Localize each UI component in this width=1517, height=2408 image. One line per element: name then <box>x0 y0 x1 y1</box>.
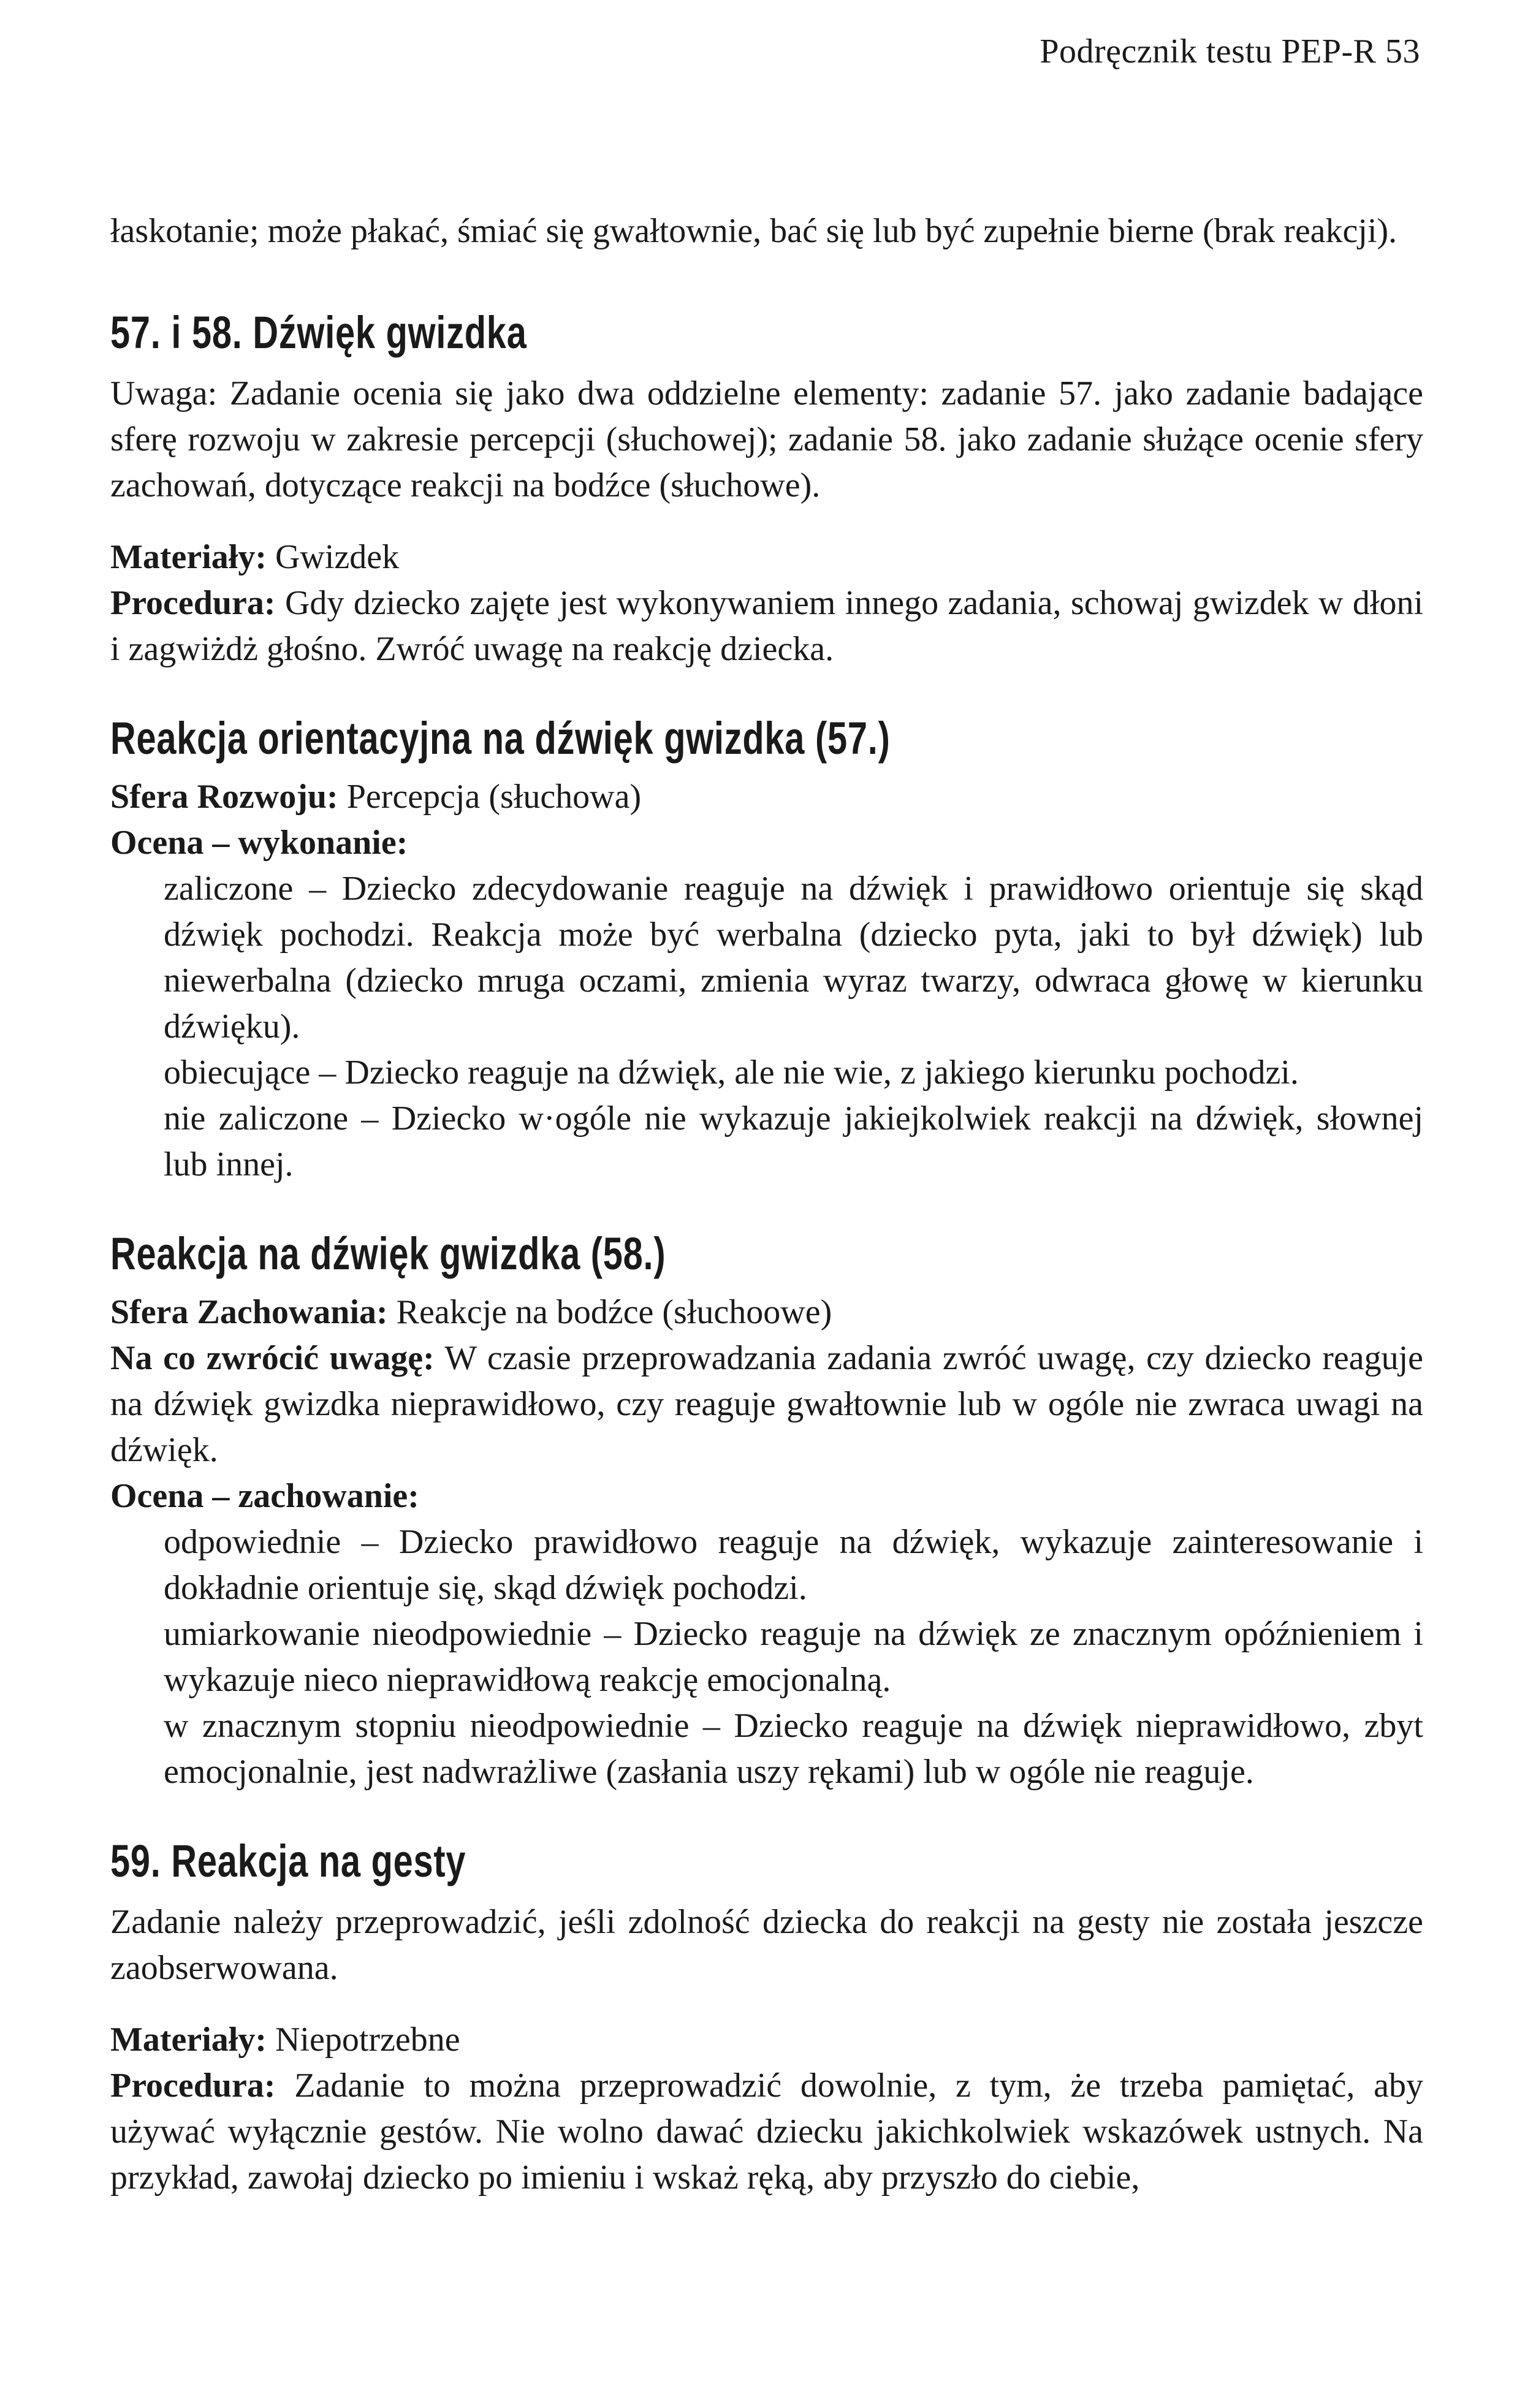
procedure-text: Zadanie to można przeprowadzić dowolnie, z tym, że trzeba pamiętać, aby używać wyłącznie gestów. Nie wolno dawać dziecku jakichkolwiek wskazówek ustnych. Na przykład, zawołaj dziecko po imieniu i wskaż ręką, aby przyszło do ciebie, <box>110 2067 1423 2197</box>
procedure-57-58 <box>110 580 1423 672</box>
heading-57: Reakcja orientacyjna na dźwięk gwizdka (57.) <box>110 713 891 764</box>
procedure-label: Procedura: <box>110 2067 276 2105</box>
materials-57-58 <box>110 534 1423 580</box>
heading-58: Reakcja na dźwięk gwizdka (58.) <box>110 1228 666 1279</box>
page-content <box>110 208 1423 2201</box>
list-item: obiecujące – Dziecko reaguje na dźwięk, ale nie wie, z jakiego kierunku pochodzi. <box>164 1054 1299 1092</box>
sphere-57 <box>110 774 1423 820</box>
attention-text: W czasie przeprowadzania zadania zwróć uwagę, czy dziecko reaguje na dźwięk gwizdka nieprawidłowo, czy reaguje gwałtownie lub w ogóle nie zwraca uwagi na dźwięk. <box>110 1339 1424 1469</box>
list-item: zaliczone – Dziecko zdecydowanie reaguje na dźwięk i prawidłowo orientuje się skąd dźwięk pochodzi. Reakcja może być werbalna (dziecko pyta, jaki to był dźwięk) lub niewerbalna (dziecko mruga oczami, zmienia wyraz twarzy, odwraca głowę w kierunku dźwięku). <box>164 870 1423 1046</box>
procedure-label: Procedura: <box>110 584 276 622</box>
materials-label: Materiały: <box>110 2021 267 2059</box>
sphere-label: Sfera Rozwoju: <box>110 778 338 816</box>
sphere-58 <box>110 1289 1423 1335</box>
materials-text: Gwizdek <box>266 538 400 576</box>
list-item: w znacznym stopniu nieodpowiednie – Dziecko reaguje na dźwięk nieprawidłowo, zbyt emocjonalnie, jest nadwrażliwe (zasłania uszy rękami) lub w ogóle nie reaguje. <box>164 1707 1423 1791</box>
materials-text: Niepotrzebne <box>266 2021 460 2059</box>
attention-58 <box>110 1335 1423 1473</box>
materials-59 <box>110 2017 1423 2063</box>
attention-label: Na co zwrócić uwagę: <box>110 1339 435 1377</box>
list-item: nie zaliczone – Dziecko w·ogóle nie wykazuje jakiejkolwiek reakcji na dźwięk, słownej lub innej. <box>164 1100 1423 1183</box>
score-label-58: Ocena – zachowanie: <box>110 1477 419 1515</box>
sphere-text: Percepcja (słuchowa) <box>338 778 642 816</box>
procedure-text: Gdy dziecko zajęte jest wykonywaniem innego zadania, schowaj gwizdek w dłoni i zagwiżdż głośno. Zwróć uwagę na reakcję dziecka. <box>110 584 1423 668</box>
list-item: odpowiednie – Dziecko prawidłowo reaguje na dźwięk, wykazuje zainteresowanie i dokładnie orientuje się, skąd dźwięk pochodzi. <box>164 1523 1423 1607</box>
note-paragraph: Uwaga: Zadanie ocenia się jako dwa oddzielne elementy: zadanie 57. jako zadanie badające sferę rozwoju w zakresie percepcji (słuchowej); zadanie 58. jako zadanie służące ocenie sfery zachowań, dotyczące reakcji na bodźce (słuchowe). <box>110 374 1423 504</box>
heading-59: 59. Reakcja na gesty <box>110 1836 466 1886</box>
running-head: Podręcznik testu PEP-R 53 <box>1040 32 1420 70</box>
intro-paragraph: łaskotanie; może płakać, śmiać się gwałtownie, bać się lub być zupełnie bierne (brak reakcji). <box>110 212 1397 250</box>
intro-59: Zadanie należy przeprowadzić, jeśli zdolność dziecka do reakcji na gesty nie została jeszcze zaobserwowana. <box>110 1903 1423 1987</box>
list-item: umiarkowanie nieodpowiednie – Dziecko reaguje na dźwięk ze znacznym opóźnieniem i wykazuje nieco nieprawidłową reakcję emocjonalną. <box>164 1615 1423 1699</box>
sphere-label: Sfera Zachowania: <box>110 1293 388 1331</box>
procedure-59 <box>110 2063 1423 2201</box>
score-list-57 <box>110 866 1423 1188</box>
materials-label: Materiały: <box>110 538 267 576</box>
score-label-57: Ocena – wykonanie: <box>110 824 408 862</box>
heading-57-58: 57. i 58. Dźwięk gwizdka <box>110 307 527 358</box>
sphere-text: Reakcje na bodźce (słuchoowe) <box>387 1293 832 1331</box>
score-list-58 <box>110 1519 1423 1795</box>
